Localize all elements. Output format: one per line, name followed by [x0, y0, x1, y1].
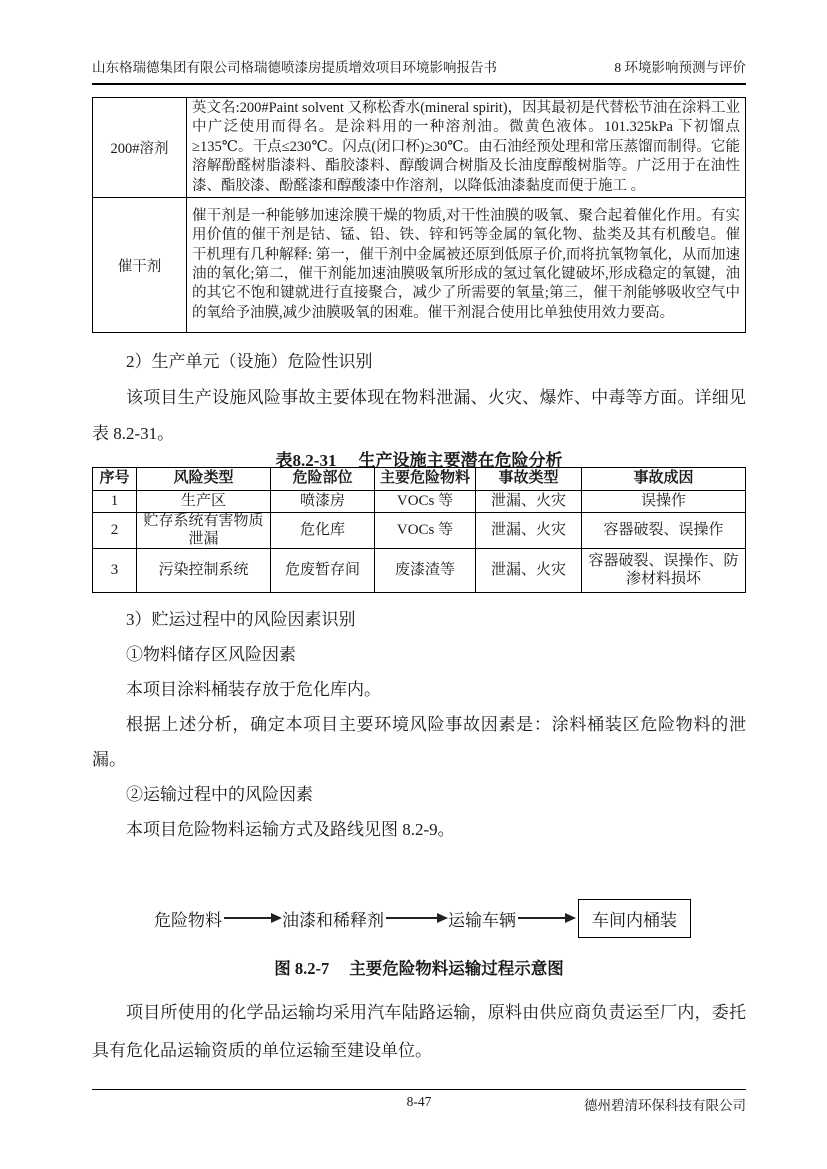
header-chapter-title: 8 环境影响预测与评价 — [614, 60, 746, 75]
cell: 危废暂存间 — [271, 549, 375, 593]
cell: 喷漆房 — [271, 491, 375, 513]
col-header-cause: 事故成因 — [582, 468, 746, 491]
section-heading: 2）生产单元（设施）危险性识别 — [126, 352, 373, 371]
cell: 容器破裂、误操作、防渗材料损坏 — [582, 549, 746, 593]
footer-company: 德州碧清环保科技有限公司 — [584, 1098, 746, 1113]
arrow-right-icon — [518, 917, 574, 919]
hazard-table — [92, 467, 746, 593]
hazard-table-label: 表8.2-31 — [275, 451, 337, 470]
page-header — [92, 56, 746, 85]
section-paragraph: 本项目危险物料运输方式及路线见图 8.2-9。 — [126, 820, 455, 839]
cell: 误操作 — [582, 491, 746, 513]
subsection-heading: ①物料储存区风险因素 — [126, 645, 296, 664]
cell: 泄漏、火灾 — [476, 491, 582, 513]
table-header-row — [93, 468, 746, 491]
cell: 3 — [93, 549, 137, 593]
flow-node-hazardous-material: 危险物料 — [154, 910, 222, 930]
material-name-solvent: 200#溶剂 — [93, 98, 187, 198]
cell: 危化库 — [271, 513, 375, 549]
transport-flow-diagram — [92, 894, 746, 942]
section-paragraph: 该项目生产设施风险事故主要体现在物料泄漏、火灾、爆炸、中毒等方面。详细见表 8.2-31。 — [92, 388, 746, 443]
materials-table — [92, 97, 746, 333]
cell: 污染控制系统 — [137, 549, 271, 593]
subsection-heading: ②运输过程中的风险因素 — [126, 785, 313, 804]
material-desc-drier: 催干剂是一种能够加速涂膜干燥的物质,对干性油膜的吸氧、聚合起着催化作用。有实用价值的催干剂是钴、锰、铅、铁、锌和钙等金属的氧化物、盐类及其有机酸皂。催干机理有几种解释: 第一，催干剂中金属被还原到低原子价,而将抗氧物氧化，从而加速油的氧化;第二，催干剂能加速油膜吸氧所形成的氢过氧化键破坏,形成稳定的氧键，油的其它不饱和键就进行直接聚合，减少了所需要的氧量;第三，催干剂能够吸收空气中的氧给予油膜,减少油膜吸氧的困难。催干剂混合使用比单独使用效力要高。 — [192, 207, 740, 321]
table-row — [93, 549, 746, 593]
header-report-title: 山东格瑞德集团有限公司格瑞德喷漆房提质增效项目环境影响报告书 — [92, 60, 497, 75]
hazard-table-caption: 生产设施主要潜在危险分析 — [358, 451, 563, 470]
cell: 废漆渣等 — [375, 549, 476, 593]
col-header-accident-type: 事故类型 — [476, 468, 582, 491]
arrow-right-icon — [224, 917, 280, 919]
figure-caption — [92, 955, 746, 979]
col-header-location: 危险部位 — [271, 468, 375, 491]
section-paragraph: 本项目涂料桶装存放于危化库内。 — [126, 680, 381, 699]
flow-node-paint-thinner: 油漆和稀释剂 — [282, 910, 384, 930]
cell: 2 — [93, 513, 137, 549]
flow-node-workshop-barrel: 车间内桶装 — [578, 899, 691, 938]
col-header-risk-type: 风险类型 — [137, 468, 271, 491]
figure-label: 图 8.2-7 — [274, 959, 330, 978]
table-row — [93, 198, 746, 333]
section-heading: 3）贮运过程中的风险因素识别 — [126, 610, 356, 629]
table-row — [93, 491, 746, 513]
col-header-material: 主要危险物料 — [375, 468, 476, 491]
cell: VOCs 等 — [375, 513, 476, 549]
transport-paragraph: 项目所使用的化学品运输均采用汽车陆路运输，原料由供应商负责运至厂内，委托具有危化品运输资质的单位运输至建设单位。 — [92, 1003, 746, 1060]
table-row — [93, 513, 746, 549]
cell: 泄漏、火灾 — [476, 549, 582, 593]
cell: VOCs 等 — [375, 491, 476, 513]
material-name-drier: 催干剂 — [93, 198, 187, 333]
flow-node-transport-vehicle: 运输车辆 — [448, 910, 516, 930]
page-number: 8-47 — [406, 1094, 432, 1109]
cell: 容器破裂、误操作 — [582, 513, 746, 549]
arrow-right-icon — [386, 917, 446, 919]
page-footer — [92, 1089, 746, 1113]
material-desc-solvent: 英文名:200#Paint solvent 又称松香水(mineral spirit)，因其最初是代替松节油在涂料工业中广泛使用而得名。是涂料用的一种溶剂油。微黄色液体。101.325kPa 下初馏点≥135℃。干点≤230℃。闪点(闭口杯)≥30℃。由石油经预处理和常压蒸馏而制得。它能溶解酚醛树脂漆料、酯胶漆料、醇酸调合树脂及长油度醇酸树脂等。广泛用于在油性漆、酯胶漆、酚醛漆和醇酸漆中作溶剂，以降低油漆黏度而便于施工 。 — [192, 100, 740, 194]
cell: 1 — [93, 491, 137, 513]
section-production-hazard — [92, 344, 746, 452]
cell: 生产区 — [137, 491, 271, 513]
section-paragraph: 根据上述分析，确定本项目主要环境风险事故因素是：涂料桶装区危险物料的泄漏。 — [92, 715, 746, 769]
table-row — [93, 98, 746, 198]
section-storage-risk — [92, 602, 746, 847]
cell: 泄漏、火灾 — [476, 513, 582, 549]
col-header-index: 序号 — [93, 468, 137, 491]
figure-title: 主要危险物料运输过程示意图 — [349, 959, 564, 978]
cell: 贮存系统有害物质泄漏 — [137, 513, 271, 549]
